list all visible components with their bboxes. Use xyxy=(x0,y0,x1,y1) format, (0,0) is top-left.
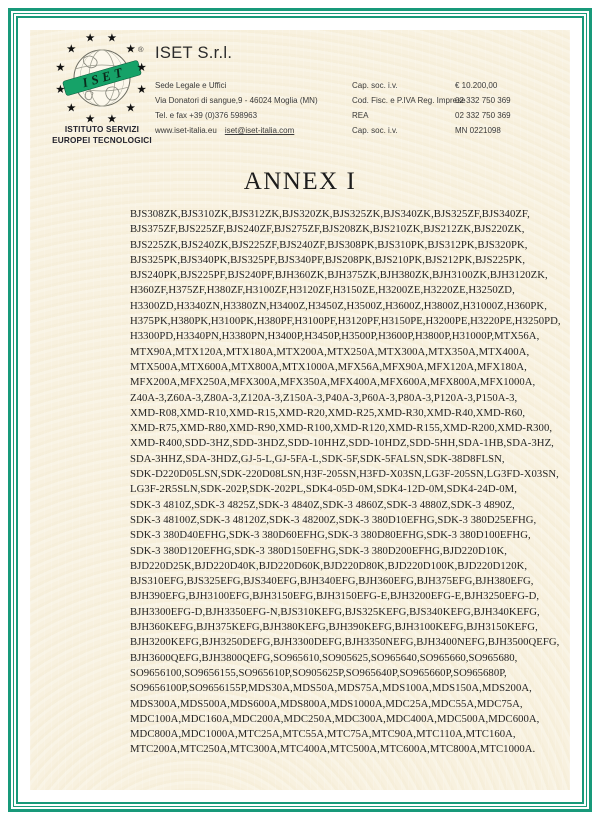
address-line: Via Donatori di sangue,9 - 46024 Moglia (MN) xyxy=(155,96,318,105)
cap-soc2-label: Cap. soc. i.v. xyxy=(352,126,398,135)
code-line: SDK-3 4810Z,SDK-3 4825Z,SDK-3 4840Z,SDK-3 4860Z,SDK-3 4880Z,SDK-3 4890Z, xyxy=(130,498,515,511)
code-line: SDA-3HHZ,SDA-3HDZ,GJ-5-L,GJ-5FA-L,SDK-5F,SDK-5FALSN,SDK-38D8FLSN, xyxy=(130,452,505,465)
web-contact-line xyxy=(155,126,294,135)
cap-soc2-value: MN 0221098 xyxy=(455,126,501,135)
code-line: SDK-3 380D40EFHG,SDK-3 380D60EFHG,SDK-3 380D80EFHG,SDK-3 380D100EFHG, xyxy=(130,529,531,542)
globe-logo-graphic xyxy=(46,32,158,124)
logo-caption-line1: ISTITUTO SERVIZI xyxy=(64,125,140,134)
code-line: BJS225ZK,BJS240ZK,BJS225ZF,BJS240ZF,BJS308PK,BJS310PK,BJS312PK,BJS320PK, xyxy=(130,238,528,251)
svg-text:★: ★ xyxy=(66,43,77,56)
code-line: H360ZF,H375ZF,H380ZF,H3100ZF,H3120ZF,H3150ZE,H3200ZE,H3220ZE,H3250ZD, xyxy=(130,284,515,297)
code-line: BJS310EFG,BJS325EFG,BJS340EFG,BJH340EFG,BJH360EFG,BJH375EFG,BJH380EFG, xyxy=(130,575,534,588)
code-line: BJS240PK,BJS225PF,BJS240PF,BJH360ZK,BJH375ZK,BJH380ZK,BJH3100ZK,BJH3120ZK, xyxy=(130,269,548,282)
annex-title: ANNEX I xyxy=(243,168,357,195)
code-line: SDK-3 48100Z,SDK-3 48120Z,SDK-3 48200Z,SDK-3 380D10EFHG,SDK-3 380D25EFHG, xyxy=(130,513,537,526)
email-link[interactable]: iset@iset-italia.com xyxy=(224,126,295,135)
code-line: MFX200A,MFX250A,MFX300A,MFX350A,MFX400A,MFX600A,MFX800A,MFX1000A, xyxy=(130,376,536,389)
code-line: LG3F-2R5SLN,SDK-202P,SDK-202PL,SDK4-05D-0M,SDK4-12D-0M,SDK4-24D-0M, xyxy=(130,483,517,496)
svg-text:★: ★ xyxy=(136,62,147,75)
code-line: BJS325PK,BJS340PK,BJS325PF,BJS340PF,BJS208PK,BJS210PK,BJS212PK,BJS225PK, xyxy=(130,253,526,266)
svg-text:★: ★ xyxy=(125,43,136,56)
code-line: MDC800A,MDC1000A,MTC25A,MTC55A,MTC75A,MTC90A,MTC110A,MTC160A, xyxy=(130,728,516,741)
svg-text:★: ★ xyxy=(84,113,96,124)
code-line: H3300ZD,H3340ZN,H3380ZN,H3400Z,H3450Z,H3500Z,H3600Z,H3800Z,H31000Z,H360PK, xyxy=(130,299,547,312)
svg-text:★: ★ xyxy=(66,102,77,115)
code-line: BJH3300EFG-D,BJH3350EFG-N,BJS310KEFG,BJS325KEFG,BJS340KEFG,BJH340KEFG, xyxy=(130,605,540,618)
svg-text:★: ★ xyxy=(106,32,118,45)
svg-text:★: ★ xyxy=(55,83,66,96)
code-line: SO9656100P,SO9656155P,MDS30A,MDS50A,MDS75A,MDS100A,MDS150A,MDS200A, xyxy=(130,682,532,695)
cod-fisc-value: 02 332 750 369 xyxy=(455,96,511,105)
code-line: XMD-R75,XMD-R80,XMD-R90,XMD-R100,XMD-R120,XMD-R155,XMD-R200,XMD-R300, xyxy=(130,422,553,435)
svg-text:★: ★ xyxy=(84,32,96,45)
code-line: XMD-R400,SDD-3HZ,SDD-3HDZ,SDD-10HHZ,SDD-10HDZ,SDD-5HH,SDA-1HB,SDA-3HZ, xyxy=(130,437,554,450)
code-line: SDK-D220D05LSN,SDK-220D08LSN,H3F-205SN,H3FD-X03SN,LG3F-205SN,LG3FD-X03SN, xyxy=(130,468,559,481)
logo-caption-line2: EUROPEI TECNOLOGICI xyxy=(52,135,152,145)
rea-label: REA xyxy=(352,111,369,120)
rea-value: 02 332 750 369 xyxy=(455,111,511,120)
cod-fisc-label: Cod. Fisc. e P.IVA Reg. Imprese xyxy=(352,96,466,105)
svg-text:★: ★ xyxy=(125,102,136,115)
code-line: MDC100A,MDC160A,MDC200A,MDC250A,MDC300A,MDC400A,MDC500A,MDC600A, xyxy=(130,712,540,725)
registered-mark: ® xyxy=(138,45,144,54)
ribbon-text: ISET xyxy=(80,63,128,91)
company-name: ISET S.r.l. xyxy=(155,44,233,62)
cap-soc-label: Cap. soc. i.v. xyxy=(352,81,398,90)
code-line: XMD-R08,XMD-R10,XMD-R15,XMD-R20,XMD-R25,XMD-R30,XMD-R40,XMD-R60, xyxy=(130,406,526,419)
company-logo xyxy=(34,32,170,146)
annex-code-list xyxy=(130,207,566,758)
code-line: MTX500A,MTX600A,MTX800A,MTX1000A,MFX56A,MFX90A,MFX120A,MFX180A, xyxy=(130,360,527,373)
code-line: MTC200A,MTC250A,MTC300A,MTC400A,MTC500A,MTC600A,MTC800A,MTC1000A. xyxy=(130,743,536,756)
code-line: Z40A-3,Z60A-3,Z80A-3,Z120A-3,Z150A-3,P40A-3,P60A-3,P80A-3,P120A-3,P150A-3, xyxy=(130,391,518,404)
code-line: MTX90A,MTX120A,MTX180A,MTX200A,MTX250A,MTX300A,MTX350A,MTX400A, xyxy=(130,345,530,358)
phone-line: Tel. e fax +39 (0)376 598963 xyxy=(155,111,258,120)
code-line: SDK-3 380D120EFHG,SDK-3 380D150EFHG,SDK-3 380D200EFHG,BJD220D10K, xyxy=(130,544,508,557)
svg-text:★: ★ xyxy=(55,62,66,75)
code-line: BJD220D25K,BJD220D40K,BJD220D60K,BJD220D80K,BJD220D100K,BJD220D120K, xyxy=(130,559,528,572)
code-line: SO9656100,SO9656155,SO965610P,SO905625P,SO965640P,SO965660P,SO965680P, xyxy=(130,666,507,679)
cap-soc-value: € 10.200,00 xyxy=(455,81,498,90)
paper-area xyxy=(30,30,570,790)
code-line: BJS308ZK,BJS310ZK,BJS312ZK,BJS320ZK,BJS325ZK,BJS340ZK,BJS325ZF,BJS340ZF, xyxy=(130,208,530,220)
code-line: H375PK,H380PK,H3100PK,H380PF,H3100PF,H3120PF,H3150PE,H3200PE,H3220PE,H3250PD, xyxy=(130,315,561,328)
code-line: BJH3200KEFG,BJH3250DEFG,BJH3300DEFG,BJH3350NEFG,BJH3400NEFG,BJH3500QEFG, xyxy=(130,636,560,649)
code-line: MDS300A,MDS500A,MDS600A,MDS800A,MDS1000A,MDC25A,MDC55A,MDC75A, xyxy=(130,697,523,710)
code-line: BJS375ZF,BJS225ZF,BJS240ZF,BJS275ZF,BJS208ZK,BJS210ZK,BJS212ZK,BJS220ZK, xyxy=(130,223,525,236)
svg-text:★: ★ xyxy=(106,113,118,124)
code-line: H3300PD,H3340PN,H3380PN,H3400P,H3450P,H3500P,H3600P,H3800P,H31000P,MTX56A, xyxy=(130,330,540,343)
office-line: Sede Legale e Uffici xyxy=(155,81,227,90)
code-line: BJH360KEFG,BJH375KEFG,BJH380KEFG,BJH390KEFG,BJH3100KEFG,BJH3150KEFG, xyxy=(130,621,538,634)
code-line: BJH3600QEFG,BJH3800QEFG,SO965610,SO905625,SO965640,SO965660,SO965680, xyxy=(130,651,518,664)
code-line: BJH390EFG,BJH3100EFG,BJH3150EFG,BJH3150EFG-E,BJH3200EFG-E,BJH3250EFG-D, xyxy=(130,590,540,603)
svg-text:★: ★ xyxy=(136,83,147,96)
website-text: www.iset-italia.eu xyxy=(155,126,217,135)
logo-caption xyxy=(34,125,170,146)
